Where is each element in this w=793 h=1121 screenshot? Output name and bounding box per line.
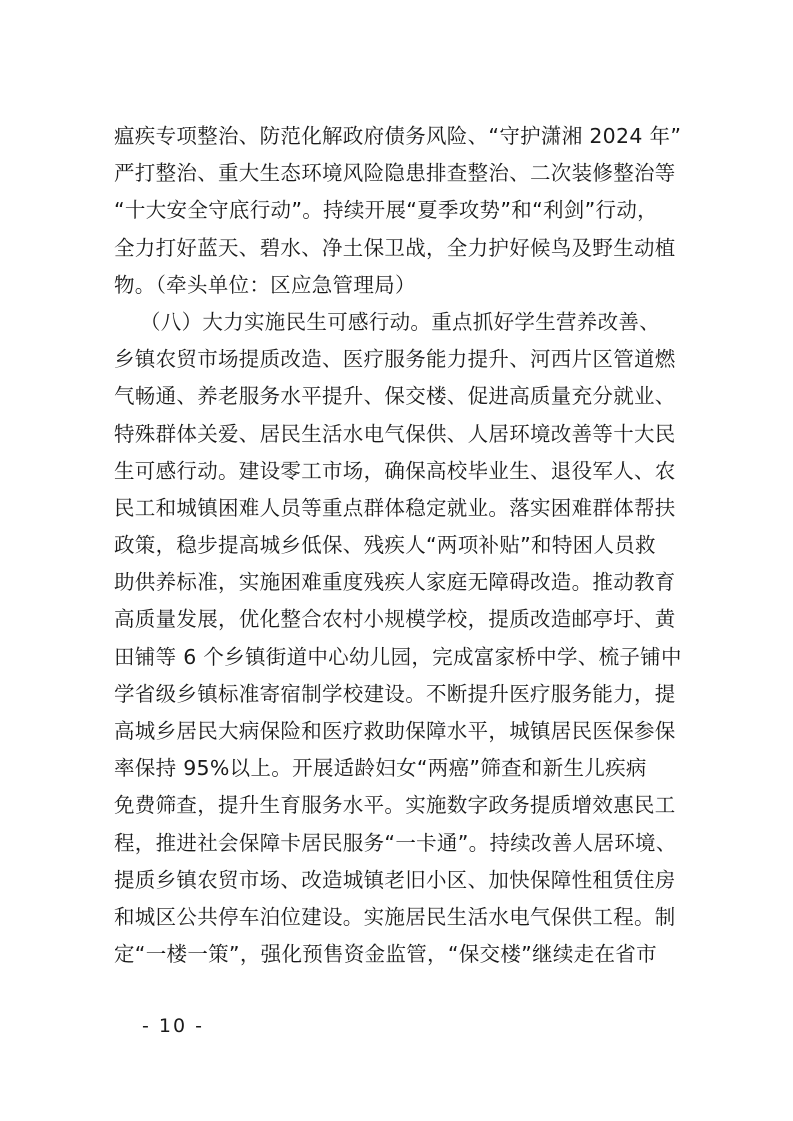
text-line: 高质量发展，优化整合农村小规模学校，提质改造邮亭圩、黄 (114, 607, 676, 632)
page-number: - 10 - (142, 1015, 204, 1037)
text-line: 高城乡居民大病保险和医疗救助保障水平，城镇居民医保参保 (114, 719, 676, 743)
text-line: 助供养标准，实施困难重度残疾人家庭无障碍改造。推动教育 (114, 570, 676, 595)
text-line: 严打整治、重大生态环境风险隐患排查整治、二次装修整治等 (114, 161, 676, 186)
text-line: 物。（牵头单位：区应急管理局） (114, 272, 416, 297)
text-line: 全力打好蓝天、碧水、净土保卫战，全力护好候鸟及野生动植 (114, 235, 676, 260)
text-line: 气畅通、养老服务水平提升、保交楼、促进高质量充分就业、 (114, 384, 676, 409)
text-line: 和城区公共停车泊位建设。实施居民生活水电气保供工程。制 (114, 904, 676, 929)
text-line: 学省级乡镇标准寄宿制学校建设。不断提升医疗服务能力，提 (114, 681, 676, 706)
text-line: 定“一楼一策”，强化预售资金监管，“保交楼”继续走在省市 (114, 942, 657, 967)
text-line: 率保持 95%以上。开展适龄妇女“两癌”筛查和新生儿疾病 (114, 756, 647, 781)
text-line: 生可感行动。建设零工市场，确保高校毕业生、退役军人、农 (114, 458, 676, 483)
text-line: 政策，稳步提高城乡低保、残疾人“两项补贴”和特困人员救 (114, 533, 656, 558)
text-line: 田铺等 6 个乡镇街道中心幼儿园，完成富家桥中学、梳子铺中 (114, 644, 682, 669)
body-text (114, 118, 686, 973)
text-line: 乡镇农贸市场提质改造、医疗服务能力提升、河西片区管道燃 (114, 347, 676, 372)
text-line: 提质乡镇农贸市场、改造城镇老旧小区、加快保障性租赁住房 (114, 867, 676, 892)
text-line: 民工和城镇困难人员等重点群体稳定就业。落实困难群体帮扶 (114, 495, 676, 520)
text-line: 瘟疾专项整治、防范化解政府债务风险、“守护潇湘 2024 年” (114, 124, 682, 148)
text-line: 特殊群体关爱、居民生活水电气保供、人居环境改善等十大民 (114, 421, 676, 446)
text-line: “十大安全守底行动”。持续开展“夏季攻势”和“利剑”行动， (114, 198, 658, 223)
paragraph-start-line: （八）大力实施民生可感行动。重点抓好学生营养改善、 (140, 309, 660, 334)
text-line: 免费筛查，提升生育服务水平。实施数字政务提质增效惠民工 (114, 793, 676, 818)
text-line: 程，推进社会保障卡居民服务“一卡通”。持续改善人居环境、 (114, 830, 677, 855)
